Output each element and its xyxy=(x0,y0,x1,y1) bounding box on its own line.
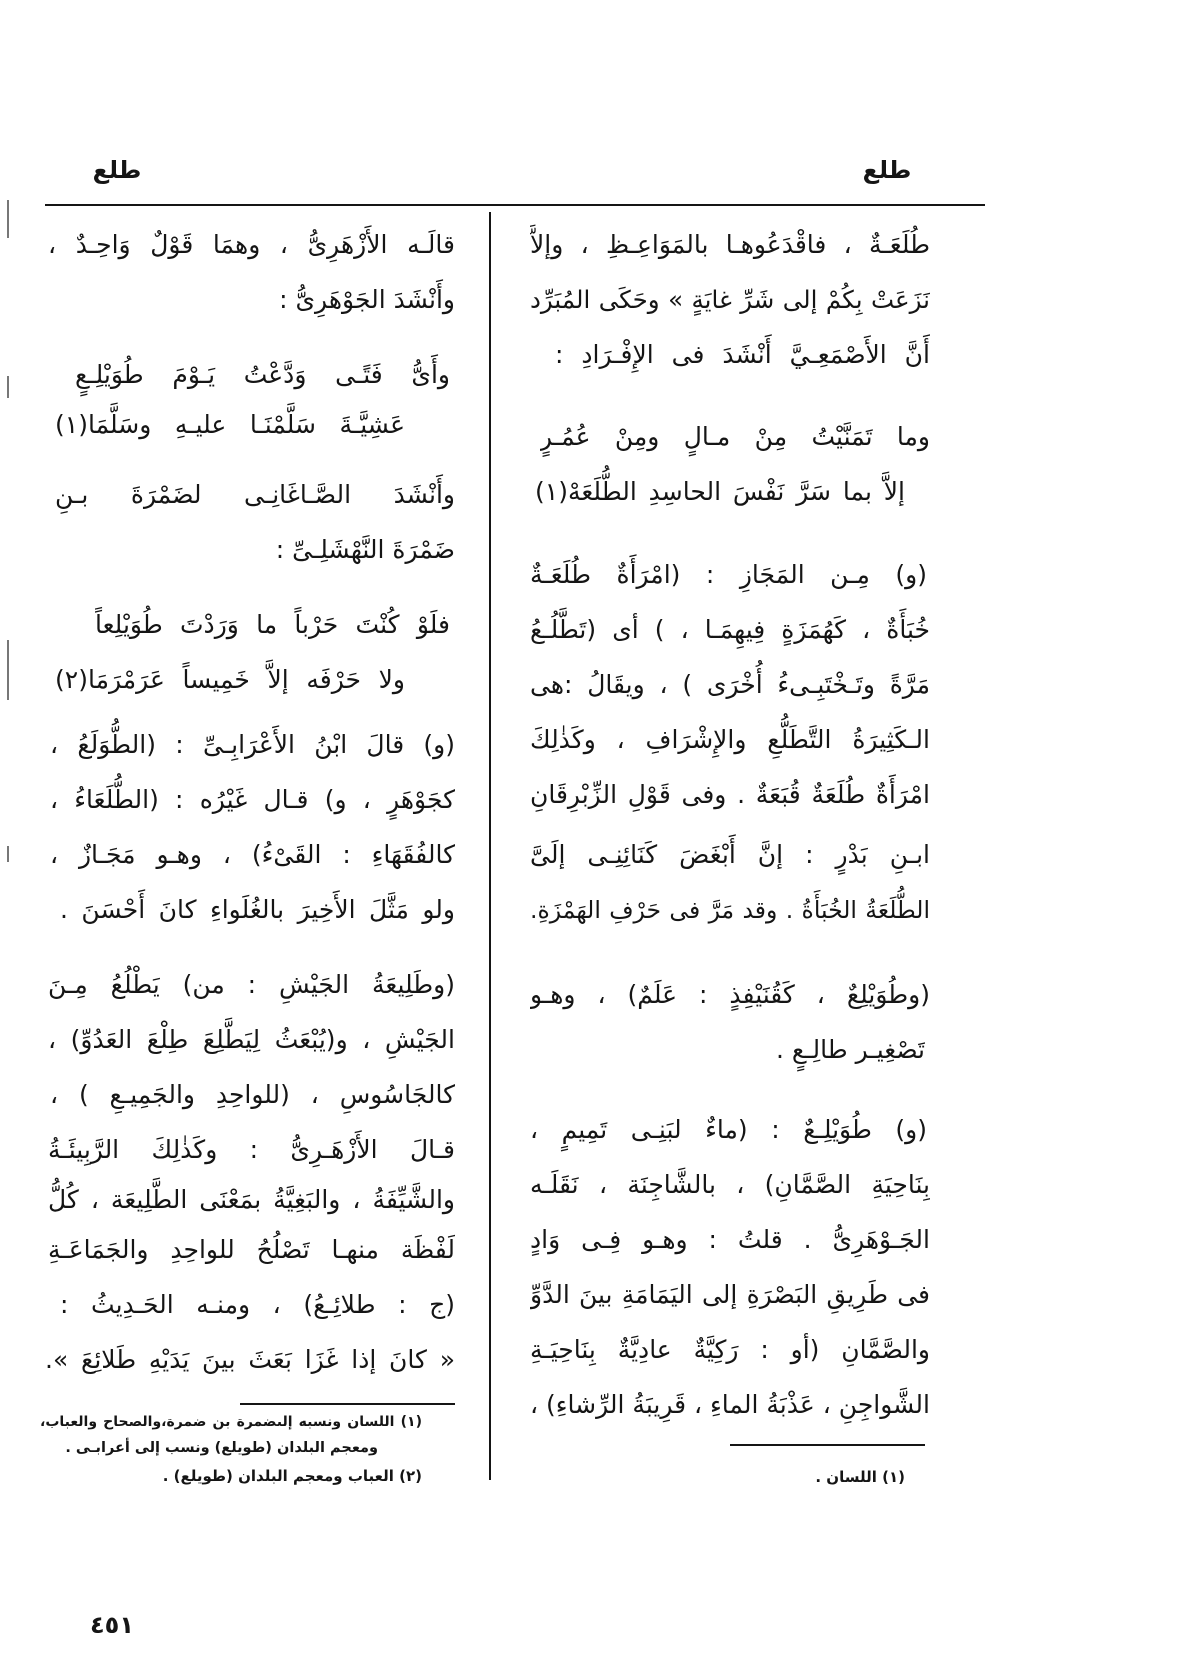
footnote-line: (١) اللسان . xyxy=(815,1468,905,1486)
left-col-line: ضَمْرَةَ النَّهْشَلِـىِّ : xyxy=(275,535,455,564)
left-col-line: (و) قالَ ابْنُ الأَعْرَابِـىِّ : (الطُّوَلَعُ ، xyxy=(50,730,455,759)
right-col-line: مَرَّةً وتَـخْتَبِـىءُ أُخْرَى ) ، ويقَالُ :هى xyxy=(530,670,930,699)
right-col-line: ابـنِ بَدْرٍ : إنَّ أَبْغَضَ كَنَائِنِـى إلَىَّ xyxy=(530,840,930,869)
left-col-line: (وطَلِيعَةُ الجَيْشِ : من) يَطْلُعُ مِـنَ xyxy=(48,970,455,999)
right-col-line: الجَـوْهَرِىُّ . قلتُ : وهـو فِـى وَادٍ xyxy=(530,1225,930,1254)
right-col-line: بِنَاحِيَةِ الصَّمَّانِ) ، بالشَّاجِنَة ، نَقَلَـه xyxy=(530,1170,930,1199)
verse-line: ولا حَرْفَه إلاَّ خَمِيساً عَرَمْرَمَا(٢) xyxy=(55,665,405,694)
verse-line: إلاَّ بما سَرَّ نَفْسَ الحاسِدِ الطُّلَعَهْ(١) xyxy=(535,477,905,506)
left-col-line: والشَّيِّفَةُ ، والبَغِيَّةُ بمَعْنَى الطَّلِيعَة ، كُلُّ xyxy=(48,1185,455,1214)
right-col-line: خُبَأَةٌ ، كَهُمَزَةٍ فِيهِمَـا ، ) أى (تَطَّلُـعُ xyxy=(530,615,930,644)
footnote-line: (١) اللسان ونسبه إلىضمرة بن ضمرة،والصحاح والعباب، xyxy=(40,1414,422,1430)
footnote-rule xyxy=(730,1444,925,1446)
verse-line: وما تَمَنَّيْتُ مِنْ مـالٍ ومِنْ عُمُـرٍ xyxy=(540,422,930,451)
footnote-line: (٢) العباب ومعجم البلدان (طويلع) . xyxy=(162,1467,422,1485)
verse-line: عَشِيَّـةَ سَلَّمْنَـا عليـهِ وسَلَّمَا(١) xyxy=(55,410,405,439)
header-rule xyxy=(45,204,985,206)
footnote-line: ومعجم البلدان (طويلع) ونسب إلى أعرابـى . xyxy=(65,1440,378,1456)
left-col-line: كجَوْهَرٍ ، و) قـال غَيْرُه : (الطُّلَعَاءُ ، xyxy=(50,785,455,814)
right-col-line: أَنَّ الأَصْمَعِـيَّ أَنْشَدَ فى الإِفْـرَادِ : xyxy=(555,340,930,369)
right-col-line: (وطُوَيْلِعٌ ، كَقُنَيْفِذٍ : عَلَمٌ) ، وهـو xyxy=(530,980,930,1009)
scan-margin-mark xyxy=(7,200,9,238)
verse-line: فلَوْ كُنْتَ حَرْباً ما وَرَدْتَ طُوَيْلِعاً xyxy=(95,610,450,639)
column-divider xyxy=(489,212,491,1480)
running-head-left: طلع xyxy=(92,156,142,184)
right-col-line: (و) مِـن المَجَازِ : (امْرَأَةٌ طُلَعَـةٌ xyxy=(530,560,927,589)
verse-line: وأَىُّ فَتًـى وَدَّعْتُ يَـوْمَ طُوَيْلِـعٍ xyxy=(75,360,450,389)
footnote-rule xyxy=(240,1403,455,1405)
left-col-line: قالَـه الأَزْهَرِىُّ ، وهمَا قَوْلٌ وَاحِـدٌ ، xyxy=(48,230,455,259)
right-col-line: والصَّمَّانِ (أو : رَكِيَّةٌ عادِيَّةٌ بِنَاحِيَـةِ xyxy=(530,1335,930,1364)
right-col-line: (و) طُوَيْلِـعٌ : (ماءٌ لبَنِـى تَمِيمٍ ، xyxy=(530,1115,927,1144)
left-col-line: وأَنْشَدَ الجَوْهَرِىُّ : xyxy=(279,285,455,314)
left-col-line: وأَنْشَدَ الصَّـاغَانِـى لضَمْرَةَ بـنِ xyxy=(55,480,455,509)
scan-margin-mark xyxy=(7,376,9,398)
left-col-line: ولو مَثَّلَ الأَخِيرَ بالغُلَواءِ كانَ أَحْسَنَ . xyxy=(60,895,455,924)
right-col-line: تَصْغِيـر طالِـعٍ . xyxy=(776,1035,925,1064)
left-col-line: (ج : طلائِـعُ) ، ومنـه الحَـدِيثُ : xyxy=(60,1290,455,1319)
right-col-line: الشَّواجِنِ ، عَذْبَةُ الماءِ ، قَرِيبَةُ الرِّشاءِ) ، xyxy=(530,1390,930,1419)
page-number: ٤٥١ xyxy=(90,1611,134,1639)
left-col-line: كالفُقَهَاءِ : القَىْءُ) ، وهـو مَجَـازٌ ، xyxy=(50,840,455,869)
scan-margin-mark xyxy=(7,640,9,700)
left-col-line: الجَيْشِ ، و(يُبْعَثُ لِيَطَّلِعَ طِلْعَ العَدُوِّ) ، xyxy=(48,1025,455,1054)
left-col-line: قـالَ الأَزْهَـرِىُّ : وكَذٰلِكَ الرَّبِيئَـةُ xyxy=(48,1135,455,1164)
scan-margin-mark xyxy=(7,846,9,862)
right-col-line: فى طَرِيقِ البَصْرَةِ إلى اليَمَامَةِ بينَ الدَّوِّ xyxy=(530,1280,930,1309)
right-col-line: الـكَثِيرَةُ التَّطَلُّعِ والإِشْرَافِ ، وكَذٰلِكَ xyxy=(530,725,930,754)
left-col-line: لَفْظَة منهـا تَصْلُحُ للواحِدِ والجَمَاعَـةِ xyxy=(48,1235,455,1264)
running-head-right: طلع xyxy=(862,156,912,184)
left-col-line: كالجَاسُوسِ ، (للواحِدِ والجَمِيـعِ ) ، xyxy=(50,1080,455,1109)
right-col-line: الطُّلَعَةُ الخُبَأَةُ . وقد مَرَّ فى حَرْفِ الهَمْزَةِ. xyxy=(530,896,930,924)
left-col-line: « كانَ إذا غَزَا بَعَثَ بينَ يَدَيْهِ طَلائِعَ ». xyxy=(45,1345,455,1374)
right-col-line: نَزَعَتْ بِكُمْ إلى شَرِّ غايَةٍ » وحَكَى المُبَرِّد xyxy=(530,285,930,314)
right-col-line: امْرَأَةٌ طُلَعَةٌ قُبَعَةٌ . وفى قَوْلِ الزِّبْرِقَانِ xyxy=(530,780,930,809)
right-col-line: طُلَعَـةٌ ، فاقْدَعُوهـا بالمَوَاعِـظِ ، وإلاَّ xyxy=(530,230,930,259)
